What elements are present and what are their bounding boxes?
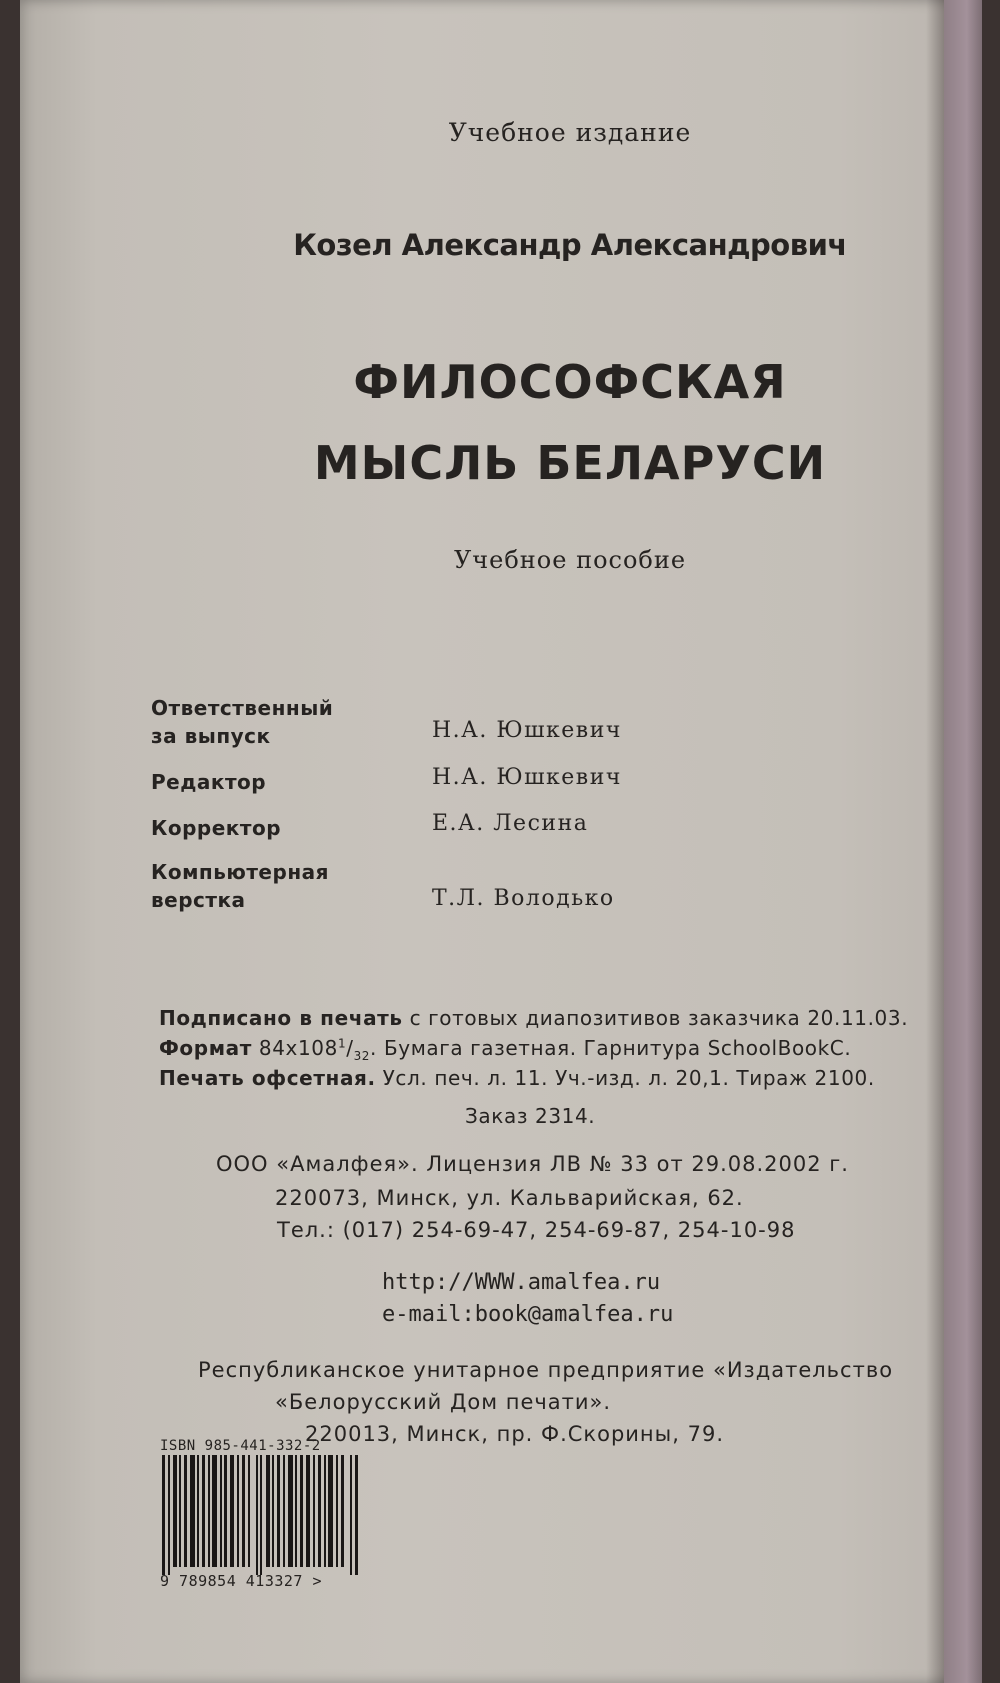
- credit-role-line: верстка: [151, 888, 246, 912]
- imprint-line-3: [159, 1066, 875, 1090]
- printer-address: 220013, Минск, пр. Ф.Скорины, 79.: [305, 1422, 724, 1446]
- ean-digits: 9 789854 413327 >: [160, 1572, 323, 1590]
- format-numerator: 1: [337, 1036, 347, 1051]
- credit-name-responsible: Н.А. Юшкевич: [432, 718, 622, 743]
- imprint-text: с готовых диапозитивов заказчика 20.11.03.: [402, 1006, 909, 1030]
- imprint-text: Усл. печ. л. 11. Уч.-изд. л. 20,1. Тираж 2100.: [375, 1066, 875, 1090]
- credit-name-editor: Н.А. Юшкевич: [432, 765, 622, 790]
- credit-name-layout: Т.Л. Володько: [432, 886, 615, 911]
- book-cover-edge: [944, 0, 982, 1683]
- printer-line-1: Республиканское унитарное предприятие «Издательство: [198, 1358, 894, 1382]
- book-title-line1: ФИЛОСОФСКАЯ: [353, 355, 787, 409]
- credit-role-editor: Редактор: [151, 770, 267, 794]
- publisher-address: 220073, Минск, ул. Кальварийская, 62.: [275, 1186, 744, 1210]
- credit-name-proofreader: Е.А. Лесина: [432, 811, 589, 836]
- imprint-label: Подписано в печать: [159, 1006, 403, 1030]
- publisher-website: http://WWW.amalfea.ru: [382, 1270, 661, 1295]
- book-page: [20, 0, 982, 1683]
- credit-role-line: за выпуск: [151, 724, 271, 748]
- order-number: Заказ 2314.: [465, 1104, 596, 1128]
- barcode-icon: [160, 1455, 360, 1575]
- credit-role-responsible: [151, 694, 333, 750]
- author-name: Козел Александр Александрович: [293, 228, 847, 262]
- imprint-line-1: [159, 1006, 908, 1030]
- series-label: Учебное издание: [448, 118, 692, 147]
- printer-line-2: «Белорусский Дом печати».: [275, 1390, 612, 1414]
- imprint-line-2: Формат $84х108^1/_{32}$. Бумага газетная. Гарнитура SchoolBookC.: [159, 1036, 852, 1063]
- publisher-line-1: ООО «Амалфея». Лицензия ЛВ № 33 от 29.08.2002 г.: [216, 1152, 849, 1176]
- credit-role-proofreader: Корректор: [151, 816, 282, 840]
- imprint-label: Печать офсетная.: [159, 1066, 376, 1090]
- format-denominator: 32: [353, 1049, 371, 1063]
- publisher-phones: Тел.: (017) 254-69-47, 254-69-87, 254-10-98: [277, 1218, 796, 1242]
- credit-role-line: Ответственный: [151, 696, 334, 720]
- book-title-line2: МЫСЛЬ БЕЛАРУСИ: [313, 436, 827, 490]
- credit-role-layout: [151, 858, 329, 914]
- publisher-email: e-mail:book@amalfea.ru: [382, 1302, 674, 1327]
- imprint-text: 84х108: [251, 1036, 338, 1060]
- imprint-text: . Бумага газетная. Гарнитура SchoolBookC.: [370, 1036, 852, 1060]
- isbn-number: ISBN 985-441-332-2: [160, 1438, 321, 1454]
- credit-role-line: Компьютерная: [151, 860, 329, 884]
- imprint-label: Формат: [159, 1036, 252, 1060]
- book-subtitle: Учебное пособие: [453, 546, 687, 574]
- page-edge-shadow: [926, 0, 944, 1683]
